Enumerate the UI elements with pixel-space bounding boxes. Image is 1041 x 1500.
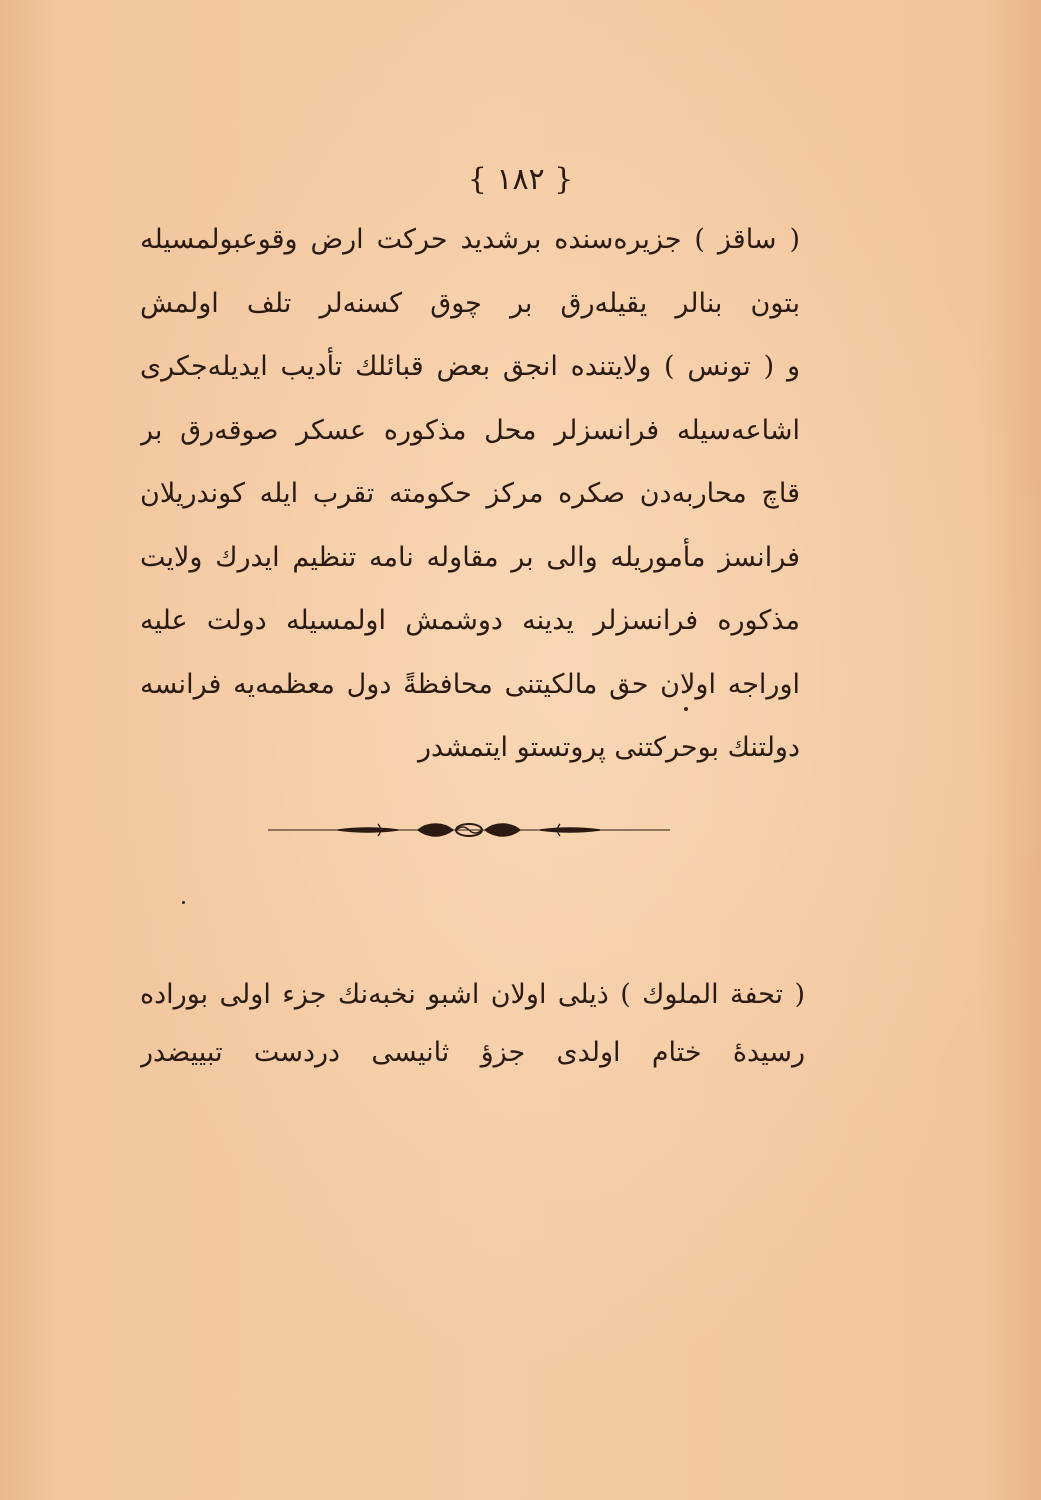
ornamental-divider [268,818,670,842]
text-line: و ( تونس ) ولایتنده انجق بعض قبائلك تأدیب ایدیله‌جکری [140,351,800,382]
text-line: ( ساقز ) جزیره‌سنده برشدید حرکت ارض وقوعبولمسیله [140,224,800,255]
text-line: مذکوره فرانسزلر یدینه دوشمش اولمسیله دولت علیه [140,605,800,636]
ink-dot [182,901,185,904]
colophon-line: ( تحفة الملوك ) ذیلی اولان اشبو نخبه‌نك جزء اولی بوراده [140,979,805,1010]
text-line: دولتنك بوحرکتنی پروتستو ایتمشدر [417,732,800,763]
text-line: بتون بنالر یقیله‌رق بر چوق کسنه‌لر تلف اولمش [140,287,800,319]
body-text [140,208,800,780]
text-line: قاچ محاربه‌دن صکره مرکز حکومته تقرب ایله کوندریلان [140,478,800,509]
ink-dot [684,707,688,711]
text-line: فرانسز مأموریله والی بر مقاوله نامه تنظیم ایدرك ولایت [140,541,800,573]
text-line: اشاعه‌سیله فرانسزلر محل مذکوره عسکر صوقه‌رق بر [140,414,800,446]
page-number: { ١٨٢ } [467,162,574,197]
colophon-text [140,966,805,1082]
text-line: اوراجه اولان حق مالکیتنی محافظةً دول معظمه‌یه فرانسه [140,668,800,700]
colophon-line: رسیده‌ٔ ختام اولدی جزؤ ثانیسی دردست تبییضدر [140,1037,805,1068]
